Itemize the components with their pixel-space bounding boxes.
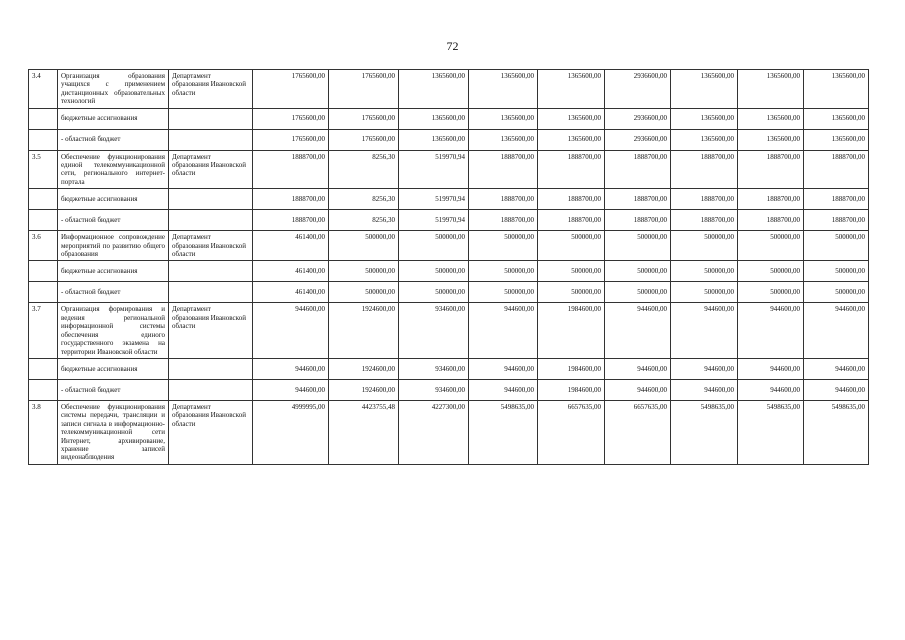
amount-cell: 1924600,00 (329, 358, 399, 379)
row-index-empty (29, 108, 58, 129)
row-index: 3.8 (29, 400, 58, 464)
executor-empty (169, 358, 253, 379)
executor-cell: Департамент образования Ивановской области (169, 70, 253, 109)
row-index-empty (29, 189, 58, 210)
funding-source-label: - областной бюджет (58, 379, 169, 400)
amount-cell: 1365600,00 (469, 108, 538, 129)
executor-cell: Департамент образования Ивановской области (169, 400, 253, 464)
amount-cell: 1888700,00 (671, 210, 738, 231)
funding-source-label: бюджетные ассигнования (58, 358, 169, 379)
amount-cell: 1924600,00 (329, 303, 399, 358)
amount-cell: 934600,00 (399, 358, 469, 379)
amount-cell: 944600,00 (804, 379, 869, 400)
amount-cell: 2936600,00 (605, 108, 671, 129)
amount-cell: 1365600,00 (538, 129, 605, 150)
amount-cell: 1888700,00 (671, 189, 738, 210)
amount-cell: 944600,00 (804, 303, 869, 358)
amount-cell: 944600,00 (469, 379, 538, 400)
amount-cell: 1888700,00 (538, 150, 605, 189)
amount-cell: 1765600,00 (329, 108, 399, 129)
amount-cell: 1365600,00 (399, 108, 469, 129)
measure-name: Организация образования учащихся с применением дистанционных образовательных технологий (58, 70, 169, 109)
amount-cell: 944600,00 (671, 303, 738, 358)
funding-source-label: бюджетные ассигнования (58, 189, 169, 210)
amount-cell: 944600,00 (804, 358, 869, 379)
table-row (29, 70, 869, 109)
amount-cell: 1888700,00 (253, 210, 329, 231)
amount-cell: 1888700,00 (605, 210, 671, 231)
amount-cell: 1365600,00 (804, 70, 869, 109)
amount-cell: 1365600,00 (469, 129, 538, 150)
amount-cell: 1888700,00 (469, 189, 538, 210)
amount-cell: 1365600,00 (399, 129, 469, 150)
amount-cell: 944600,00 (671, 358, 738, 379)
amount-cell: 1888700,00 (804, 150, 869, 189)
amount-cell: 1365600,00 (538, 108, 605, 129)
amount-cell: 1888700,00 (738, 210, 804, 231)
amount-cell: 1888700,00 (605, 150, 671, 189)
amount-cell: 500000,00 (738, 261, 804, 282)
table-row (29, 150, 869, 189)
table-subrow (29, 261, 869, 282)
amount-cell: 500000,00 (538, 261, 605, 282)
amount-cell: 461400,00 (253, 282, 329, 303)
amount-cell: 519970,94 (399, 210, 469, 231)
amount-cell: 4423755,48 (329, 400, 399, 464)
amount-cell: 1888700,00 (605, 189, 671, 210)
amount-cell: 1984600,00 (538, 379, 605, 400)
amount-cell: 1765600,00 (329, 70, 399, 109)
amount-cell: 500000,00 (329, 231, 399, 261)
amount-cell: 8256,30 (329, 189, 399, 210)
row-index-empty (29, 261, 58, 282)
funding-source-label: - областной бюджет (58, 282, 169, 303)
amount-cell: 1984600,00 (538, 303, 605, 358)
amount-cell: 1888700,00 (253, 150, 329, 189)
amount-cell: 5498635,00 (469, 400, 538, 464)
amount-cell: 1365600,00 (671, 129, 738, 150)
amount-cell: 1888700,00 (538, 210, 605, 231)
amount-cell: 500000,00 (804, 282, 869, 303)
amount-cell: 500000,00 (671, 282, 738, 303)
amount-cell: 944600,00 (253, 358, 329, 379)
amount-cell: 500000,00 (469, 261, 538, 282)
amount-cell: 4999995,00 (253, 400, 329, 464)
amount-cell: 1365600,00 (804, 108, 869, 129)
amount-cell: 1888700,00 (538, 189, 605, 210)
table-row (29, 400, 869, 464)
table-subrow (29, 108, 869, 129)
page-number: 72 (446, 39, 459, 53)
table-subrow (29, 210, 869, 231)
amount-cell: 1365600,00 (671, 108, 738, 129)
row-index-empty (29, 358, 58, 379)
amount-cell: 8256,30 (329, 150, 399, 189)
amount-cell: 461400,00 (253, 261, 329, 282)
amount-cell: 500000,00 (804, 231, 869, 261)
table-row (29, 303, 869, 358)
table-body (29, 70, 869, 465)
amount-cell: 1888700,00 (738, 150, 804, 189)
amount-cell: 944600,00 (738, 358, 804, 379)
amount-cell: 500000,00 (399, 261, 469, 282)
amount-cell: 2936600,00 (605, 70, 671, 109)
executor-empty (169, 108, 253, 129)
amount-cell: 944600,00 (738, 303, 804, 358)
amount-cell: 500000,00 (538, 282, 605, 303)
amount-cell: 1924600,00 (329, 379, 399, 400)
measure-name: Информационное сопровождение мероприятий по развитию общего образования (58, 231, 169, 261)
executor-cell: Департамент образования Ивановской области (169, 231, 253, 261)
amount-cell: 1765600,00 (253, 129, 329, 150)
table-subrow (29, 129, 869, 150)
amount-cell: 1365600,00 (804, 129, 869, 150)
funding-source-label: бюджетные ассигнования (58, 108, 169, 129)
amount-cell: 1365600,00 (671, 70, 738, 109)
row-index: 3.6 (29, 231, 58, 261)
amount-cell: 934600,00 (399, 303, 469, 358)
amount-cell: 500000,00 (399, 282, 469, 303)
amount-cell: 944600,00 (605, 358, 671, 379)
table-subrow (29, 379, 869, 400)
amount-cell: 944600,00 (469, 358, 538, 379)
row-index: 3.5 (29, 150, 58, 189)
row-index: 3.7 (29, 303, 58, 358)
amount-cell: 500000,00 (329, 282, 399, 303)
budget-table (28, 69, 869, 465)
row-index-empty (29, 129, 58, 150)
amount-cell: 500000,00 (399, 231, 469, 261)
amount-cell: 1888700,00 (671, 150, 738, 189)
measure-name: Обеспечение функционирования единой телекоммуникационной сети, регионального интернет-портала (58, 150, 169, 189)
amount-cell: 2936600,00 (605, 129, 671, 150)
funding-source-label: - областной бюджет (58, 129, 169, 150)
amount-cell: 500000,00 (671, 231, 738, 261)
amount-cell: 500000,00 (804, 261, 869, 282)
amount-cell: 944600,00 (253, 379, 329, 400)
row-index-empty (29, 210, 58, 231)
executor-empty (169, 189, 253, 210)
table-row (29, 231, 869, 261)
amount-cell: 944600,00 (605, 303, 671, 358)
amount-cell: 5498635,00 (804, 400, 869, 464)
amount-cell: 500000,00 (538, 231, 605, 261)
amount-cell: 944600,00 (469, 303, 538, 358)
amount-cell: 1888700,00 (469, 210, 538, 231)
amount-cell: 500000,00 (605, 231, 671, 261)
measure-name: Организация формирования и ведения региональной информационной системы обеспечения единого государственного экзамена на территории Ивановской области (58, 303, 169, 358)
amount-cell: 500000,00 (738, 282, 804, 303)
amount-cell: 944600,00 (671, 379, 738, 400)
amount-cell: 1365600,00 (538, 70, 605, 109)
funding-source-label: - областной бюджет (58, 210, 169, 231)
executor-empty (169, 210, 253, 231)
amount-cell: 1888700,00 (738, 189, 804, 210)
amount-cell: 5498635,00 (671, 400, 738, 464)
amount-cell: 500000,00 (671, 261, 738, 282)
amount-cell: 519970,94 (399, 189, 469, 210)
amount-cell: 1984600,00 (538, 358, 605, 379)
amount-cell: 500000,00 (329, 261, 399, 282)
amount-cell: 500000,00 (738, 231, 804, 261)
amount-cell: 500000,00 (469, 231, 538, 261)
amount-cell: 944600,00 (738, 379, 804, 400)
funding-source-label: бюджетные ассигнования (58, 261, 169, 282)
amount-cell: 1365600,00 (738, 129, 804, 150)
executor-empty (169, 379, 253, 400)
amount-cell: 6657635,00 (538, 400, 605, 464)
executor-empty (169, 282, 253, 303)
measure-name: Обеспечение функционирования системы передачи, трансляции и записи сигнала в информационно-телекоммуникационной сети Интернет, архивирование, хранение записей видеонаблюдения (58, 400, 169, 464)
table-subrow (29, 189, 869, 210)
row-index: 3.4 (29, 70, 58, 109)
amount-cell: 1765600,00 (253, 108, 329, 129)
executor-empty (169, 129, 253, 150)
row-index-empty (29, 282, 58, 303)
executor-cell: Департамент образования Ивановской области (169, 303, 253, 358)
amount-cell: 944600,00 (605, 379, 671, 400)
amount-cell: 1888700,00 (804, 189, 869, 210)
amount-cell: 934600,00 (399, 379, 469, 400)
amount-cell: 500000,00 (605, 261, 671, 282)
amount-cell: 1888700,00 (253, 189, 329, 210)
amount-cell: 500000,00 (469, 282, 538, 303)
amount-cell: 1765600,00 (253, 70, 329, 109)
row-index-empty (29, 379, 58, 400)
executor-empty (169, 261, 253, 282)
executor-cell: Департамент образования Ивановской области (169, 150, 253, 189)
amount-cell: 519970,94 (399, 150, 469, 189)
table-subrow (29, 358, 869, 379)
amount-cell: 944600,00 (253, 303, 329, 358)
amount-cell: 1365600,00 (399, 70, 469, 109)
amount-cell: 1888700,00 (469, 150, 538, 189)
table-subrow (29, 282, 869, 303)
amount-cell: 461400,00 (253, 231, 329, 261)
amount-cell: 1365600,00 (738, 108, 804, 129)
amount-cell: 4227300,00 (399, 400, 469, 464)
amount-cell: 1365600,00 (738, 70, 804, 109)
amount-cell: 6657635,00 (605, 400, 671, 464)
amount-cell: 1765600,00 (329, 129, 399, 150)
amount-cell: 1888700,00 (804, 210, 869, 231)
amount-cell: 8256,30 (329, 210, 399, 231)
amount-cell: 5498635,00 (738, 400, 804, 464)
amount-cell: 500000,00 (605, 282, 671, 303)
amount-cell: 1365600,00 (469, 70, 538, 109)
